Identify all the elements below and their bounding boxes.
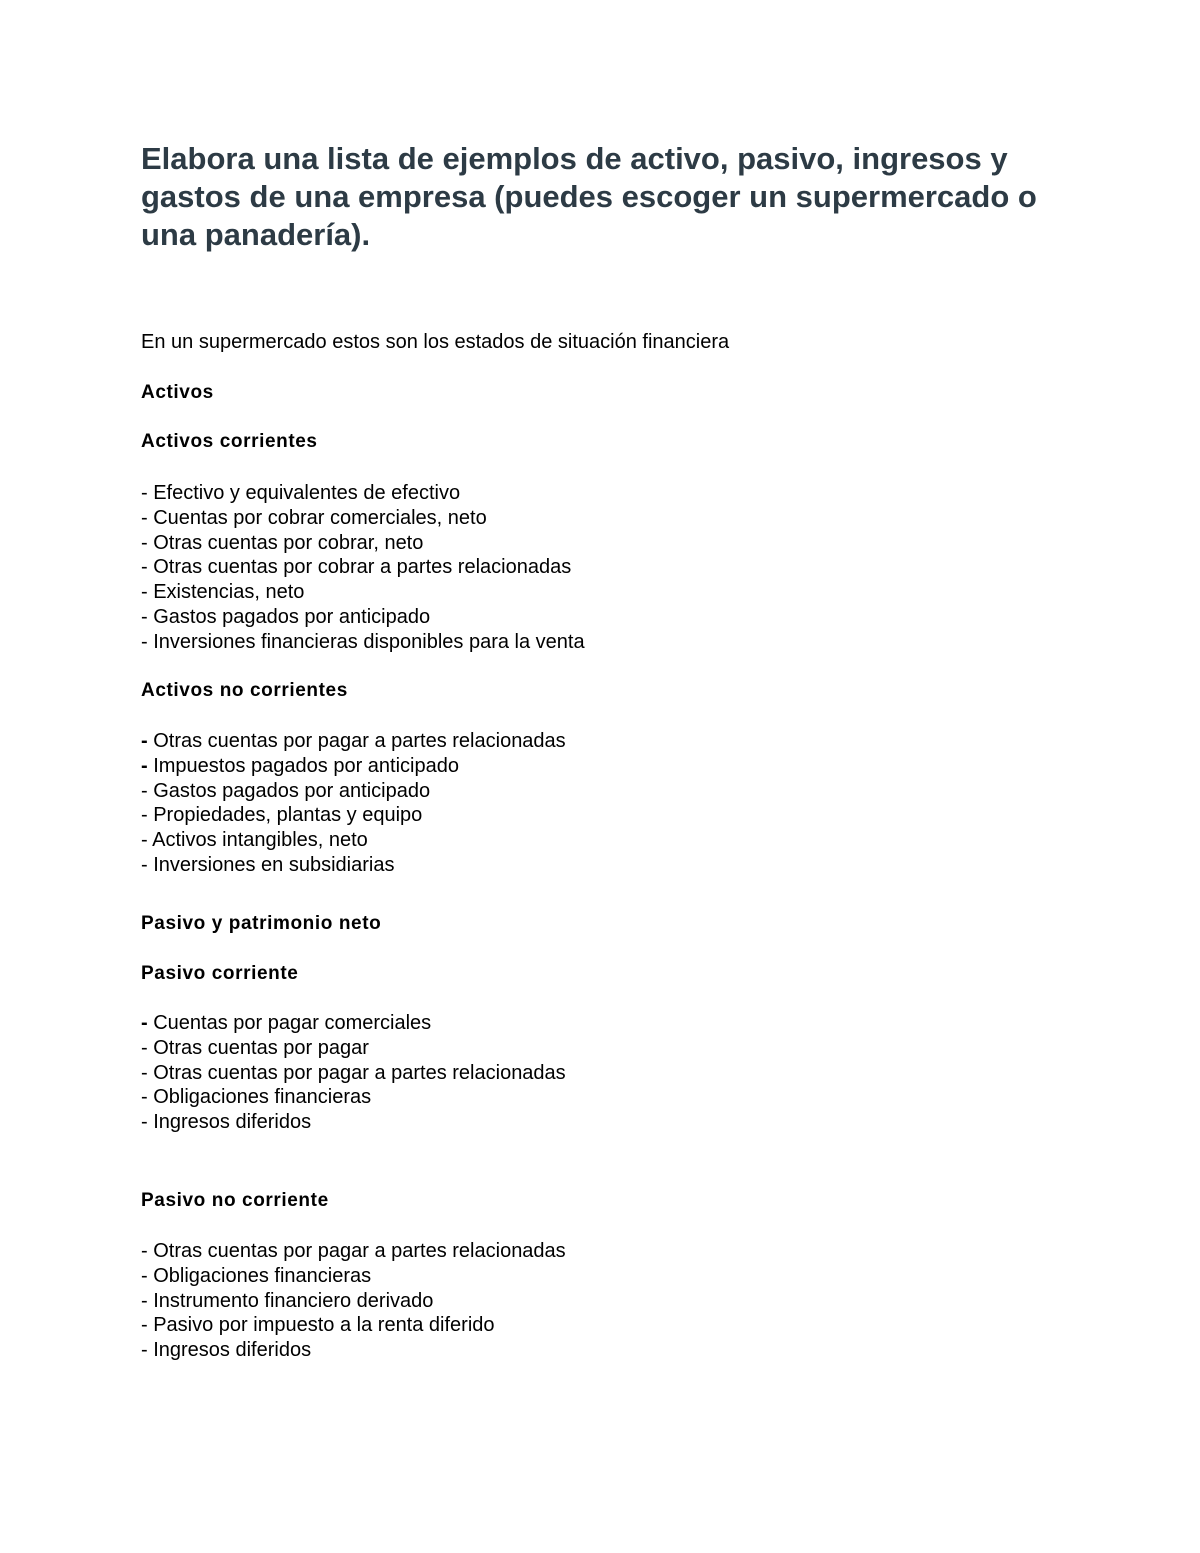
- list-item: - Propiedades, plantas y equipo: [141, 804, 423, 827]
- list-item: - Otras cuentas por pagar a partes relacionadas: [141, 730, 566, 752]
- list-item: - Cuentas por pagar comerciales: [141, 1012, 432, 1034]
- list-item: - Otras cuentas por pagar: [141, 1036, 369, 1059]
- list-item: - Instrumento financiero derivado: [141, 1289, 434, 1312]
- bullet-dash: -: [141, 1012, 154, 1034]
- list-item: - Obligaciones financieras: [141, 1264, 372, 1287]
- bullet-dash: -: [141, 506, 154, 529]
- heading-pasivo-corriente: Pasivo corriente: [141, 963, 299, 984]
- heading-activos-no-corrientes: Activos no corrientes: [141, 680, 348, 701]
- bullet-dash: -: [141, 630, 154, 653]
- list-pasivo-no-corriente: [141, 1239, 566, 1363]
- list-activos-corrientes: [141, 481, 585, 655]
- list-item: - Inversiones financieras disponibles para la venta: [141, 630, 585, 653]
- bullet-dash: -: [141, 605, 154, 628]
- heading-activos: Activos: [141, 382, 214, 403]
- list-item: - Otras cuentas por pagar a partes relacionadas: [141, 1240, 566, 1262]
- bullet-dash: -: [141, 1086, 154, 1109]
- bullet-dash: -: [141, 754, 154, 777]
- bullet-dash: -: [141, 482, 154, 504]
- intro-paragraph: En un supermercado estos son los estados de situación financiera: [141, 331, 730, 353]
- list-item: - Gastos pagados por anticipado: [141, 605, 431, 628]
- bullet-dash: -: [141, 1264, 154, 1287]
- document-title: Elabora una lista de ejemplos de activo, pasivo, ingresos y gastos de una empresa (puedes escoger un supermercado o una panadería).: [141, 141, 1037, 252]
- bullet-dash: -: [141, 1061, 154, 1084]
- bullet-dash: -: [141, 853, 154, 876]
- bullet-dash: -: [141, 804, 154, 827]
- list-item: - Obligaciones financieras: [141, 1086, 372, 1109]
- list-item: - Ingresos diferidos: [141, 1339, 312, 1362]
- bullet-dash: -: [141, 1314, 154, 1337]
- list-item: - Impuestos pagados por anticipado: [141, 754, 459, 777]
- list-pasivo-corriente: [141, 1011, 566, 1135]
- list-item: - Pasivo por impuesto a la renta diferido: [141, 1314, 495, 1337]
- list-item: - Inversiones en subsidiarias: [141, 853, 395, 876]
- list-item: - Existencias, neto: [141, 581, 305, 604]
- bullet-dash: -: [141, 581, 154, 604]
- list-item: - Ingresos diferidos: [141, 1111, 312, 1134]
- list-item: - Otras cuentas por cobrar, neto: [141, 531, 424, 554]
- bullet-dash: -: [141, 829, 153, 852]
- list-item: - Gastos pagados por anticipado: [141, 779, 431, 802]
- list-item: - Otras cuentas por pagar a partes relacionadas: [141, 1061, 566, 1084]
- heading-pasivo-no-corriente: Pasivo no corriente: [141, 1190, 329, 1211]
- heading-activos-corrientes: Activos corrientes: [141, 431, 318, 452]
- list-item: - Efectivo y equivalentes de efectivo: [141, 482, 461, 504]
- heading-pasivo-patrimonio: Pasivo y patrimonio neto: [141, 913, 382, 934]
- bullet-dash: -: [141, 1111, 154, 1134]
- bullet-dash: -: [141, 1036, 154, 1059]
- bullet-dash: -: [141, 1240, 154, 1262]
- document-page: [141, 140, 1071, 1362]
- list-item: - Otras cuentas por cobrar a partes relacionadas: [141, 556, 572, 579]
- bullet-dash: -: [141, 779, 154, 802]
- list-item: - Activos intangibles, neto: [141, 829, 368, 852]
- bullet-dash: -: [141, 1289, 154, 1312]
- list-item: - Cuentas por cobrar comerciales, neto: [141, 506, 487, 529]
- bullet-dash: -: [141, 730, 154, 752]
- bullet-dash: -: [141, 1339, 154, 1362]
- list-activos-no-corrientes: [141, 729, 566, 878]
- bullet-dash: -: [141, 531, 154, 554]
- bullet-dash: -: [141, 556, 154, 579]
